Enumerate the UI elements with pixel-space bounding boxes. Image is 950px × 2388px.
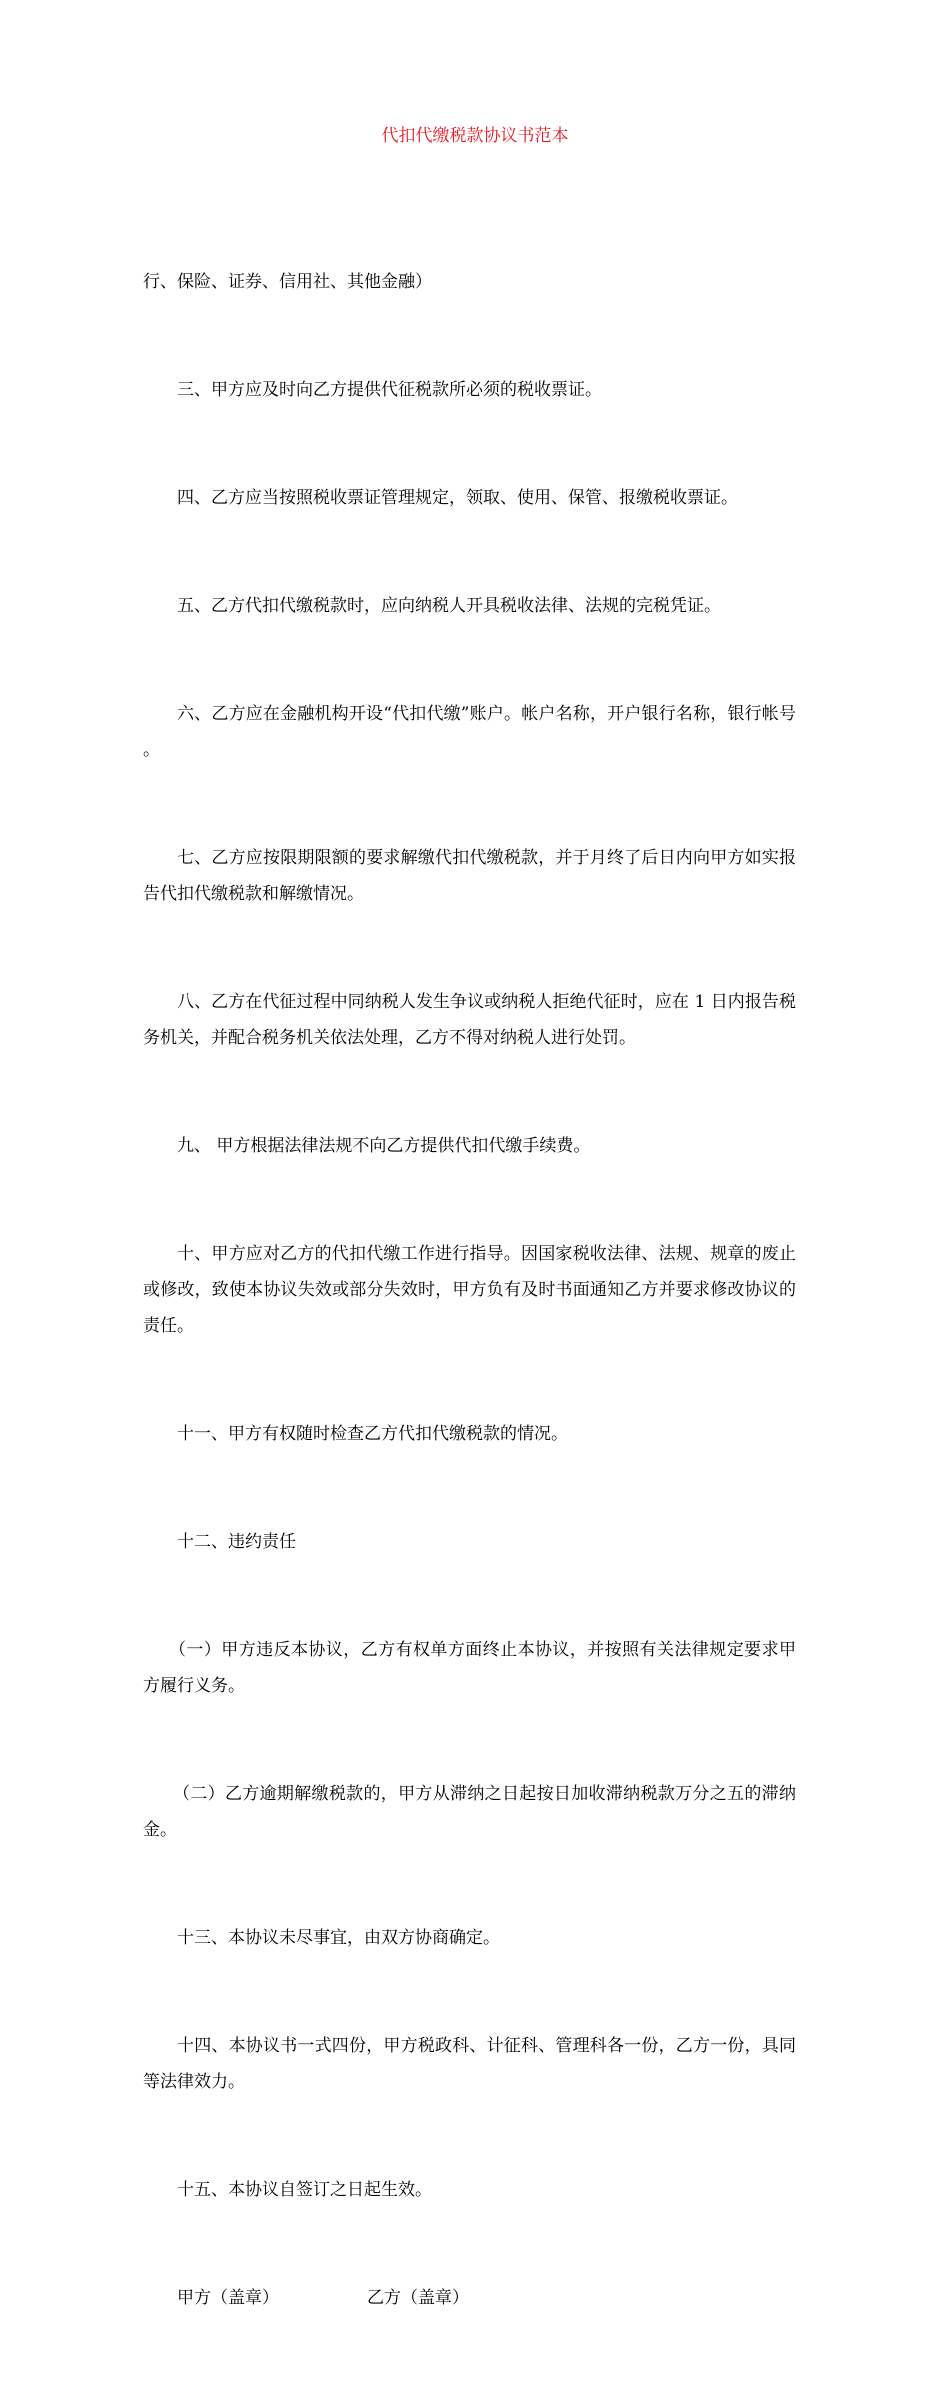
clause-10: 十、甲方应对乙方的代扣代缴工作进行指导。因国家税收法律、法规、规章的废止或修改，致使本协议失效或部分失效时，甲方负有及时书面通知乙方并要求修改协议的责任。 [143, 1244, 796, 1336]
clause-3: 三、甲方应及时向乙方提供代征税款所必须的税收票证。 [177, 380, 602, 400]
signature-row [143, 2280, 796, 2316]
clause-5: 五、乙方代扣代缴税款时，应向纳税人开具税收法律、法规的完税凭证。 [177, 596, 721, 616]
paragraph-continuation: 行、保险、证券、信用社、其他金融） [143, 272, 432, 292]
clause-12-item-2: （二）乙方逾期解缴税款的，甲方从滞纳之日起按日加收滞纳税款万分之五的滞纳金。 [143, 1784, 796, 1840]
clause-11: 十一、甲方有权随时检查乙方代扣代缴税款的情况。 [177, 1424, 568, 1444]
document-title: 代扣代缴税款协议书范本 [381, 126, 569, 146]
clause-14: 十四、本协议书一式四份，甲方税政科、计征科、管理科各一份，乙方一份，具同等法律效力。 [143, 2036, 796, 2092]
party-b-signature: 乙方（盖章） [367, 2288, 469, 2308]
clause-15: 十五、本协议自签订之日起生效。 [177, 2180, 432, 2200]
clause-13: 十三、本协议未尽事宜，由双方协商确定。 [177, 1928, 500, 1948]
clause-7: 七、乙方应按限期限额的要求解缴代扣代缴税款，并于月终了后日内向甲方如实报告代扣代缴税款和解缴情况。 [143, 848, 796, 904]
clause-4: 四、乙方应当按照税收票证管理规定，领取、使用、保管、报缴税收票证。 [177, 488, 738, 508]
clause-8: 八、乙方在代征过程中同纳税人发生争议或纳税人拒绝代征时，应在 1 日内报告税务机关，并配合税务机关依法处理，乙方不得对纳税人进行处罚。 [143, 992, 796, 1048]
party-a-signature: 甲方（盖章） [177, 2288, 279, 2308]
clause-12-item-1: （一）甲方违反本协议，乙方有权单方面终止本协议，并按照有关法律规定要求甲方履行义务。 [143, 1640, 796, 1696]
clause-6: 六、乙方应在金融机构开设“代扣代缴”账户。帐户名称，开户银行名称，银行帐号 。 [143, 704, 802, 760]
clause-12-heading: 十二、违约责任 [177, 1532, 296, 1552]
document-body [143, 192, 802, 2388]
clause-9: 九、 甲方根据法律法规不向乙方提供代扣代缴手续费。 [177, 1136, 591, 1156]
